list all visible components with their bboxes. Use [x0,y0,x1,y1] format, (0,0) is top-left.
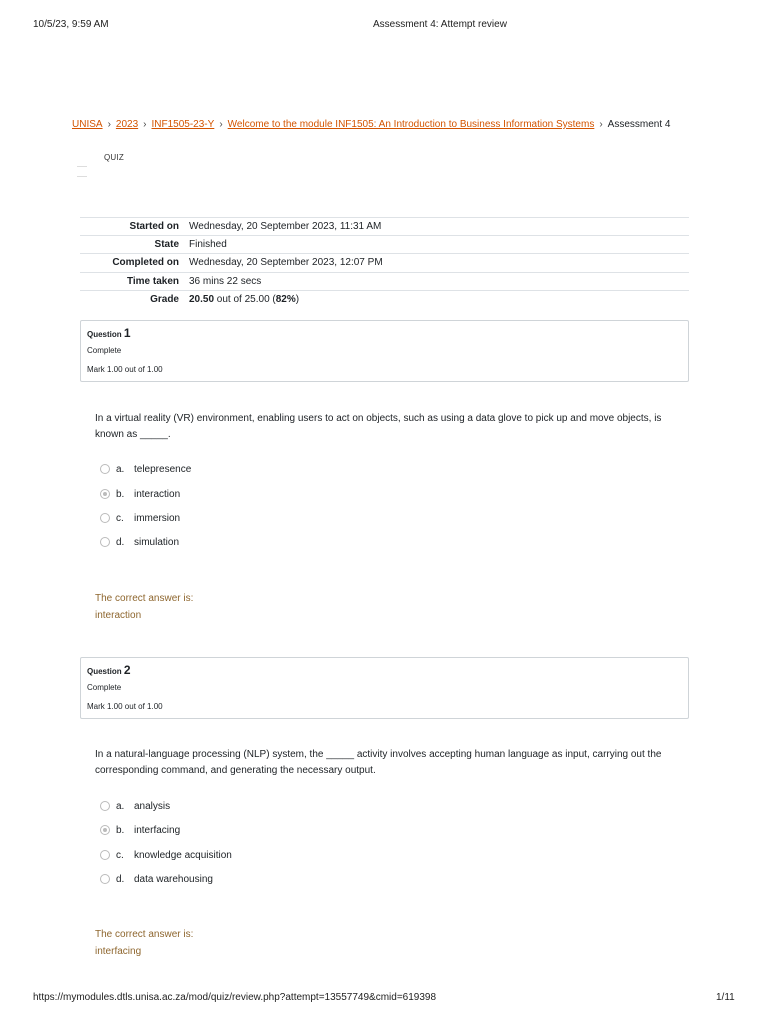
chevron-right-icon: › [219,119,223,130]
chevron-right-icon: › [107,119,111,130]
quiz-icon [77,166,87,167]
summary-row-completed [80,254,689,272]
breadcrumb-link-unisa[interactable]: UNISA [72,119,103,130]
option-text: analysis [134,800,171,812]
summary-value: Wednesday, 20 September 2023, 11:31 AM [184,218,689,236]
summary-value: Finished [184,236,689,254]
print-page-number: 1/11 [716,992,735,1003]
answer-option[interactable] [100,511,180,525]
option-text: simulation [134,536,180,548]
breadcrumb-link-year[interactable]: 2023 [115,119,139,130]
answer-option[interactable] [100,535,179,549]
radio-button[interactable] [100,537,110,547]
radio-button[interactable] [100,464,110,474]
summary-row-started [80,218,689,236]
question-mark: Mark 1.00 out of 1.00 [87,365,163,374]
chevron-right-icon: › [143,119,147,130]
summary-value: 36 mins 22 secs [184,272,689,290]
summary-key: Time taken [80,272,184,290]
print-url: https://mymodules.dtls.unisa.ac.za/mod/quiz/review.php?attempt=13557749&cmid=619398 [33,992,437,1003]
question-status: Complete [87,346,122,355]
option-text: knowledge acquisition [134,849,232,861]
option-letter: b. [116,824,125,836]
option-text: data warehousing [134,873,213,885]
question-status: Complete [87,683,122,692]
question-number [87,326,682,340]
answer-option[interactable] [100,872,213,886]
question-info-box [80,657,689,719]
print-title: Assessment 4: Attempt review [373,19,507,30]
option-letter: c. [116,849,124,861]
print-datetime: 10/5/23, 9:59 AM [33,19,109,30]
chevron-right-icon: › [599,119,603,130]
option-text: immersion [134,512,181,524]
radio-button[interactable] [100,850,110,860]
summary-row-grade [80,290,689,308]
question-number [87,663,682,677]
radio-button[interactable] [100,513,110,523]
question-number-value: 2 [123,663,131,677]
quiz-icon-line [77,176,87,177]
breadcrumb-link-course[interactable]: INF1505-23-Y [151,119,215,130]
summary-row-state [80,236,689,254]
question-prefix: Question [87,667,122,676]
summary-key: Grade [80,290,184,308]
question-text: In a natural-language processing (NLP) system, the _____ activity involves accepting human language as input, carrying out the corresponding command, and generating the necessary output. [95,749,662,776]
answer-option[interactable] [100,799,170,813]
question-info-box [80,320,689,382]
breadcrumb-current: Assessment 4 [607,119,671,130]
breadcrumb-link-welcome[interactable]: Welcome to the module INF1505: An Introduction to Business Information Systems [227,119,595,130]
question-text: In a virtual reality (VR) environment, enabling users to act on objects, such as using a data glove to pick up and move objects, is known as _____. [95,413,662,440]
activity-type-label: QUIZ [104,153,124,162]
summary-key: Completed on [80,254,184,272]
question-mark: Mark 1.00 out of 1.00 [87,702,163,711]
answer-option[interactable] [100,823,180,837]
feedback-label: The correct answer is: [95,593,194,604]
summary-row-time [80,272,689,290]
summary-value: Wednesday, 20 September 2023, 12:07 PM [184,254,689,272]
question-number-value: 1 [123,326,131,340]
feedback-block [95,590,193,624]
summary-key: State [80,236,184,254]
option-letter: a. [116,800,125,812]
feedback-label: The correct answer is: [95,929,194,940]
feedback-answer: interfacing [95,946,142,957]
answer-option[interactable] [100,848,232,862]
option-text: telepresence [134,463,192,475]
grade-score: 20.50 [189,294,215,306]
radio-button[interactable] [100,801,110,811]
option-letter: b. [116,488,125,500]
option-letter: d. [116,873,125,885]
summary-key: Started on [80,218,184,236]
question-prefix: Question [87,330,122,339]
option-letter: a. [116,463,125,475]
grade-end: ) [295,294,300,306]
breadcrumb [72,119,670,130]
option-letter: d. [116,536,125,548]
grade-mid: out of 25.00 ( [214,294,276,306]
attempt-summary-table [80,217,689,308]
radio-button-selected[interactable] [100,825,110,835]
radio-button-selected[interactable] [100,489,110,499]
option-text: interaction [134,488,181,500]
grade-percent: 82% [275,294,296,306]
feedback-block [95,926,193,960]
option-text: interfacing [134,824,181,836]
option-letter: c. [116,512,124,524]
answer-option[interactable] [100,462,191,476]
summary-value [184,290,689,308]
answer-option[interactable] [100,487,180,501]
feedback-answer: interaction [95,610,142,621]
radio-button[interactable] [100,874,110,884]
